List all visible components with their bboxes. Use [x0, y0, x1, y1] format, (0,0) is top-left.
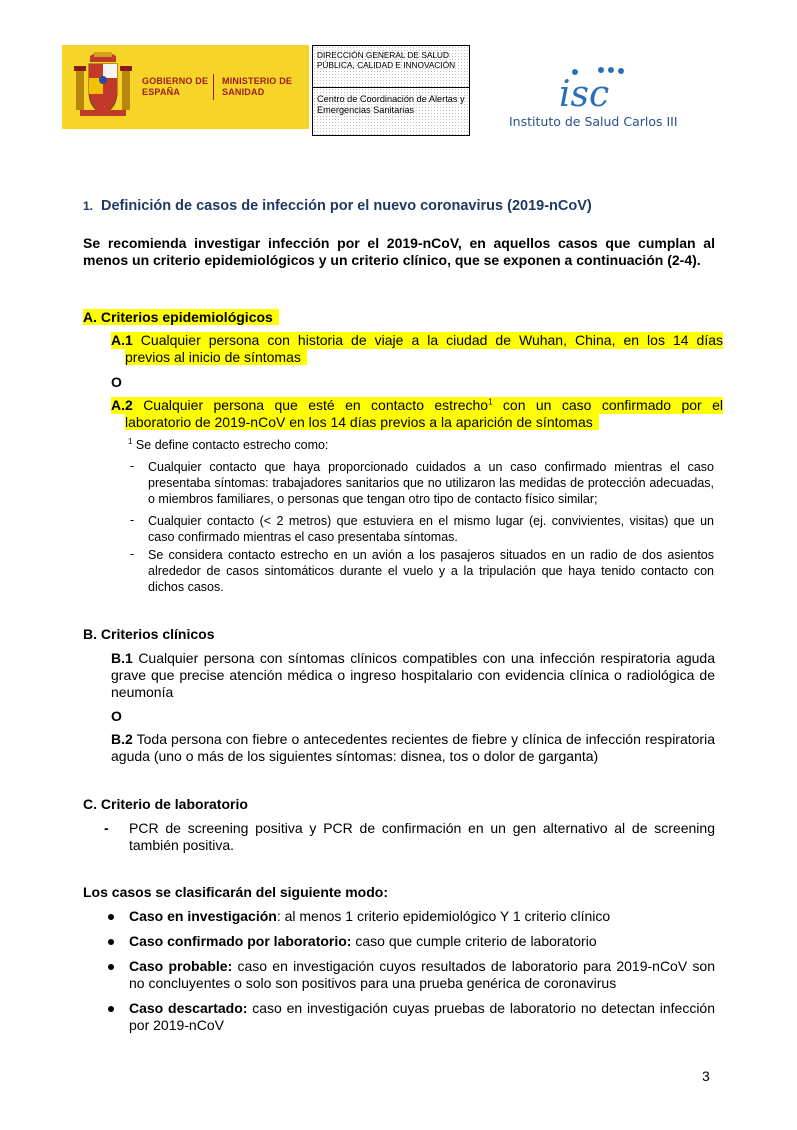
- institute-name: Instituto de Salud Carlos III: [509, 114, 678, 129]
- class-item-1: [129, 908, 715, 925]
- criteria-b-heading: B. Criterios clínicos: [83, 626, 215, 642]
- ccaes-title: Centro de Coordinación de Alertas y Emergencias Sanitarias: [317, 94, 465, 115]
- class-item-2: [129, 933, 715, 950]
- or-separator-b: O: [111, 708, 122, 724]
- dash-icon: -: [130, 513, 135, 527]
- criterion-a1-text2: previos al inicio de síntomas: [125, 349, 307, 365]
- criteria-a-heading-text: A. Criterios epidemiológicos: [83, 309, 279, 325]
- criterion-b2-label: B.2: [111, 731, 133, 747]
- contact-item-3: Se considera contacto estrecho en un avión a los pasajeros situados en un radio de dos asientos alrededor de casos sintomáticos durante el vuelo y a la tripulación que haya tenido contacto con dichos casos.: [148, 548, 714, 594]
- class-item-3: [129, 958, 715, 992]
- contact-item-1: Cualquier contacto que haya proporcionado cuidados a un caso confirmado mientras el caso presentaba síntomas: trabajadores sanitarios que no utilizaron las medidas de protección adecuadas, o miembros familiares, o personas que tengan otro tipo de contacto físico similar;: [148, 460, 714, 506]
- class-item-1-text: : al menos 1 criterio epidemiológico Y 1 criterio clínico: [276, 908, 611, 924]
- criterion-b2-text: Toda persona con fiebre o antecedentes recientes de fiebre y clínica de infección respiratoria aguda (uno o más de los siguientes síntomas: disnea, tos o dolor de garganta): [111, 731, 715, 764]
- criterion-b2: [111, 731, 715, 765]
- criterion-a1-line1: [111, 332, 723, 349]
- section-number: 1.: [83, 199, 94, 213]
- class-item-3-text: caso en investigación cuyos resultados de laboratorio para 2019-nCoV son no concluyentes o solo son positivos para una prueba genérica de coronavirus: [129, 958, 715, 991]
- directorate-title: DIRECCIÓN GENERAL DE SALUD PÚBLICA, CALIDAD E INNOVACIÓN: [317, 50, 456, 70]
- criterion-a2-line1: [111, 397, 723, 414]
- header-divider: [213, 74, 214, 100]
- isciii-logo-icon: [555, 64, 635, 112]
- criterion-a2-text2: laboratorio de 2019-nCoV en los 14 días previos a la aparición de síntomas: [125, 414, 599, 430]
- section-title: [83, 198, 592, 214]
- class-item-4-label: Caso descartado:: [129, 1000, 248, 1016]
- bullet-icon: [108, 914, 114, 920]
- criterion-b1-label: B.1: [111, 650, 133, 666]
- criterion-b1: [111, 650, 715, 701]
- criterion-a2-line2-wrap: [111, 414, 723, 431]
- dash-icon: -: [104, 820, 109, 836]
- criterion-a1-label: A.1: [111, 332, 133, 348]
- bullet-icon: [108, 1006, 114, 1012]
- criterion-a2-text1a: Cualquier persona que esté en contacto estrecho: [132, 397, 489, 413]
- bullet-icon: [108, 964, 114, 970]
- or-separator-a: O: [111, 374, 122, 390]
- criterion-a2: [111, 397, 723, 431]
- footnote-ref: 1: [488, 397, 493, 407]
- bullet-icon: [108, 939, 114, 945]
- class-item-3-label: Caso probable:: [129, 958, 233, 974]
- criterion-c-item: PCR de screening positiva y PCR de confirmación en un gen alternativo al de screening también positiva.: [129, 820, 715, 853]
- footnote-intro-text: Se define contacto estrecho como:: [132, 438, 329, 452]
- dash-icon: -: [130, 459, 135, 473]
- class-item-4-text: caso en investigación cuyas pruebas de laboratorio no detectan infección por 2019-nCoV: [129, 1000, 716, 1033]
- class-item-2-label: Caso confirmado por laboratorio:: [129, 933, 352, 949]
- criterion-b1-text: Cualquier persona con síntomas clínicos compatibles con una infección respiratoria aguda grave que precise atención médica o ingreso hospitalario con evidencia clínica o radiológica de neumonía: [111, 650, 715, 700]
- dash-icon: -: [130, 547, 135, 561]
- class-item-4: [129, 1000, 715, 1034]
- ministerio-label: MINISTERIO DE SANIDAD: [222, 76, 293, 97]
- intro-paragraph: Se recomienda investigar infección por el 2019-nCoV, en aquellos casos que cumplan al menos un criterio epidemiológicos y un criterio clínico, que se exponen a continuación (2-4).: [83, 235, 715, 268]
- criterion-a2-text1b: con un caso confirmado por el: [492, 397, 723, 413]
- coat-of-arms-icon: [72, 50, 134, 122]
- directorate-box: [312, 45, 470, 136]
- section-title-text: Definición de casos de infección por el nuevo coronavirus (2019-nCoV): [101, 198, 592, 214]
- footnote-intro: [128, 437, 328, 453]
- criterion-a1: [111, 332, 723, 366]
- criteria-a-heading: [83, 309, 279, 326]
- class-item-1-label: Caso en investigación: [129, 908, 277, 924]
- isciii-logo-mark: isc: [559, 74, 610, 112]
- page-number: 3: [702, 1068, 710, 1084]
- criterion-a1-text1: Cualquier persona con historia de viaje a la ciudad de Wuhan, China, en los 14 días: [132, 332, 723, 348]
- criterion-a2-label: A.2: [111, 397, 133, 413]
- gobierno-label: GOBIERNO DE ESPAÑA: [142, 76, 209, 97]
- class-item-2-text: caso que cumple criterio de laboratorio: [351, 933, 597, 949]
- criterion-a1-line2-wrap: [111, 349, 723, 366]
- classification-heading: Los casos se clasificarán del siguiente modo:: [83, 884, 388, 900]
- footnote-sup: 1: [128, 436, 133, 446]
- criteria-c-heading: C. Criterio de laboratorio: [83, 796, 248, 812]
- directorate-divider: [313, 87, 469, 88]
- contact-item-2: Cualquier contacto (< 2 metros) que estuviera en el mismo lugar (ej. convivientes, visitas) que un caso confirmado mientras el caso presentaba síntomas.: [148, 514, 714, 544]
